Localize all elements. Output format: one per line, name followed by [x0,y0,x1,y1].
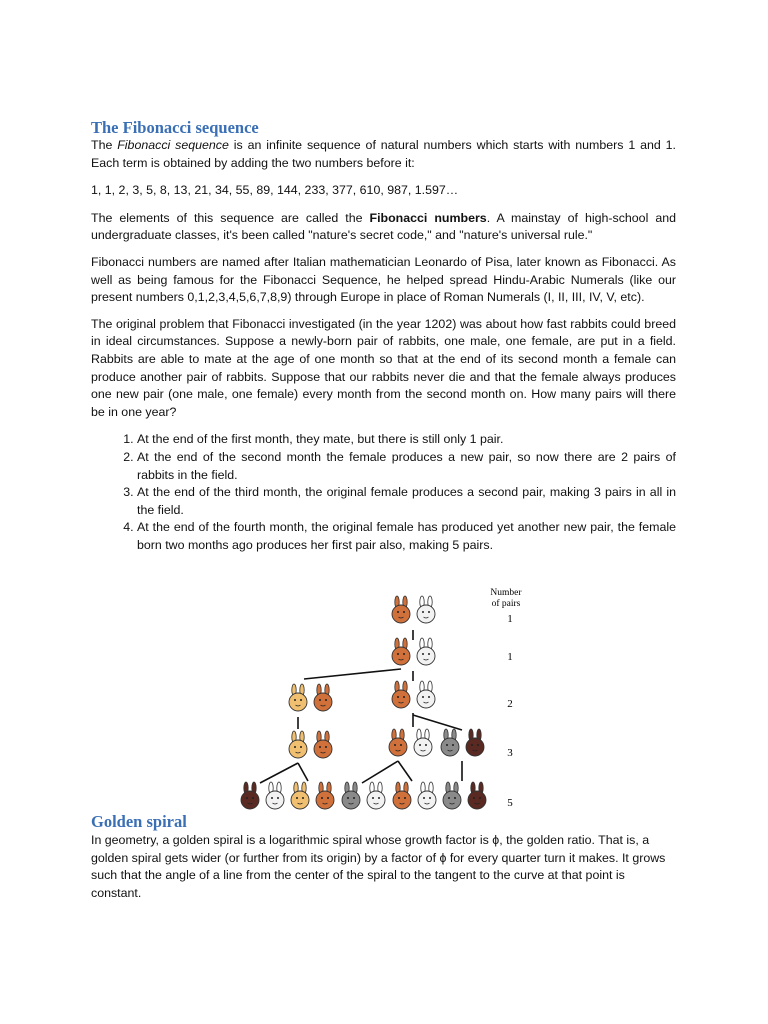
rabbit-white-icon [417,681,435,708]
section-title-golden-spiral: Golden spiral [91,812,187,831]
rabbit-heads [241,596,486,809]
intro-paragraph [91,137,676,172]
rabbit-white-icon [414,729,432,756]
pairs-header-line1: Number [490,588,522,598]
rabbit-orange-icon [392,681,410,708]
fibonacci-body [91,137,676,554]
sequence-line: 1, 1, 2, 3, 5, 8, 13, 21, 34, 55, 89, 144, 233, 377, 610, 987, 1.597… [91,183,459,198]
step-item: 1. At the end of the first month, they mate, but there is still only 1 pair. [137,431,676,449]
rabbit-orange-icon [389,729,407,756]
rabbit-white-icon [367,782,385,809]
rabbit-orange-icon [392,596,410,623]
pair-count-1: 1 [507,613,513,625]
elements-paragraph [91,210,676,245]
rabbit-orange-icon [314,684,332,711]
pair-count-2: 1 [507,651,513,663]
pair-count-4: 3 [507,747,513,759]
pair-count-5: 5 [507,797,513,809]
tree-connector-line [298,763,308,781]
steps-list [91,431,676,554]
rabbit-white-icon [418,782,436,809]
golden-spiral-body [91,832,676,902]
rabbit-white-icon [417,596,435,623]
tree-connector-line [413,715,462,730]
intro-text-end: is an infinite sequence of natural numbers which starts with numbers 1 and 1. Each term is obtained by adding the two numbers before it: [91,138,676,170]
tree-connector-line [304,669,401,679]
elements-text-start: The elements of this sequence are called the [91,210,370,225]
rabbit-yellow-icon [291,782,309,809]
rabbit-orange-icon [316,782,334,809]
pair-count-3: 2 [507,698,513,710]
tree-connector-line [260,763,298,783]
tree-connector-line [398,761,412,781]
named-paragraph: Fibonacci numbers are named after Italian mathematician Leonardo of Pisa, later known as Fibonacci. As well as being famous for the Fibonacci Sequence, he helped spread Hindu-Arabic Numerals (like our present numbers 0,1,2,3,4,5,6,7,8,9) through Europe in place of Roman Numerals (I, II, III, IV, V, etc). [91,254,676,305]
intro-text-start: The [91,138,118,152]
rabbit-tree-svg [236,587,526,822]
rabbit-yellow-icon [289,684,307,711]
section-title-fibonacci: The Fibonacci sequence [91,118,259,137]
elements-text-end: . A mainstay of high-school and undergraduate classes, it's been called "nature's secret code," and "nature's universal rule." [91,210,676,243]
rabbit-gray-icon [443,782,461,809]
rabbit-orange-icon [314,731,332,758]
tree-connector-line [362,761,398,783]
rabbit-gray-icon [441,729,459,756]
rabbit-white-icon [266,782,284,809]
pairs-header-line2: of pairs [491,599,521,609]
rabbit-dark-icon [466,729,484,756]
golden-spiral-paragraph: In geometry, a golden spiral is a logarithmic spiral whose growth factor is ϕ, the golden ratio. That is, a golden spiral gets wider (or further from its origin) by a factor of ϕ for every quarter turn it makes. It grows such that the angle of a line from the center of the spiral to the tangent to the curve at that point is constant. [91,833,666,900]
problem-paragraph: The original problem that Fibonacci investigated (in the year 1202) was about how fast rabbits could breed in ideal circumstances. Suppose a newly-born pair of rabbits, one male, one female, are put in a field. Rabbits are able to mate at the age of one month so that at the end of its second month a female can produce another pair of rabbits. Suppose that our rabbits never die and that the female always produces one new pair (one male, one female) every month from the second month on. How many pairs will there be in one year? [91,316,676,419]
rabbit-family-tree-figure [236,587,526,822]
rabbit-gray-icon [342,782,360,809]
step-item: 4. At the end of the fourth month, the original female has produced yet another new pair, the female born two months ago produces her first pair also, making 5 pairs. [137,519,676,554]
rabbit-dark-icon [241,782,259,809]
rabbit-orange-icon [392,638,410,665]
rabbit-dark-icon [468,782,486,809]
rabbit-orange-icon [393,782,411,809]
step-item: 2. At the end of the second month the female produces a new pair, so now there are 2 pairs of rabbits in the field. [137,449,676,484]
step-item: 3. At the end of the third month, the original female produces a second pair, making 3 pairs in all in the field. [137,484,676,519]
rabbit-white-icon [417,638,435,665]
elements-bold: Fibonacci numbers [369,210,487,225]
rabbit-yellow-icon [289,731,307,758]
intro-emphasis: Fibonacci sequence [117,138,229,152]
